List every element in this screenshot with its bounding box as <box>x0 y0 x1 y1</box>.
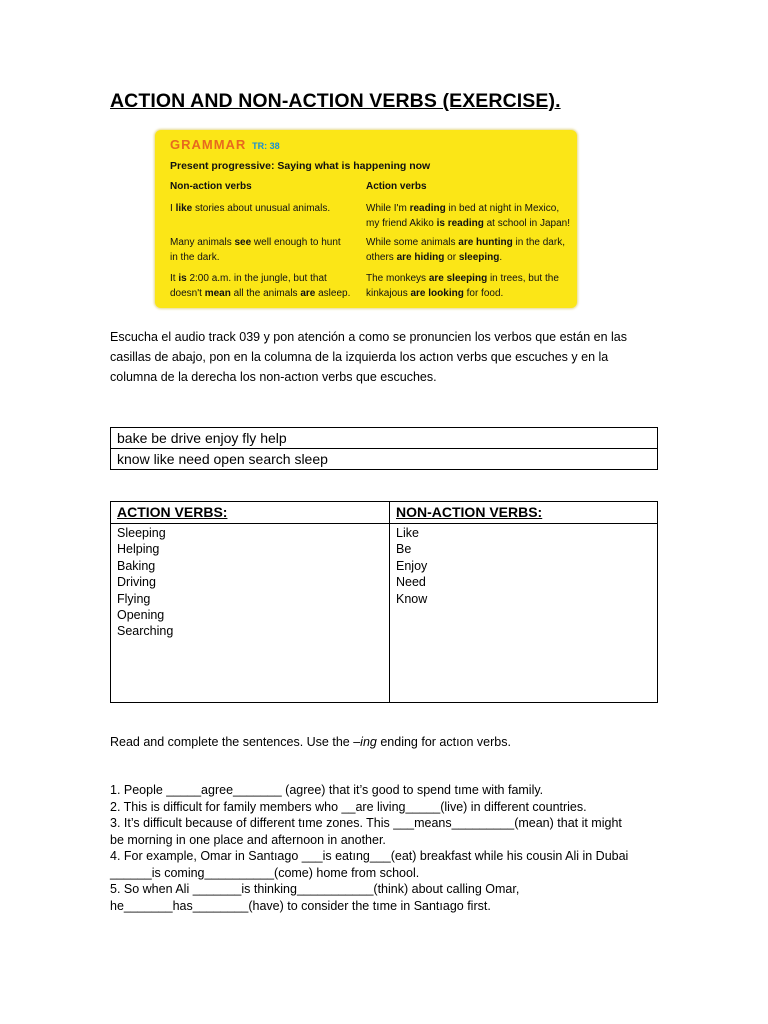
grammar-text: in the dark, <box>512 237 565 248</box>
verb-item: Opening <box>117 608 165 623</box>
grammar-example-line <box>170 286 350 302</box>
grammar-text: kinkajous <box>366 288 411 299</box>
grammar-text: for food. <box>463 288 504 299</box>
verb-item: Helping <box>117 542 160 557</box>
word-list-table <box>110 427 658 470</box>
grammar-example-line <box>366 250 502 266</box>
grammar-verb: reading <box>409 203 446 214</box>
grammar-text: at school in Japan! <box>483 218 571 229</box>
grammar-example-line <box>366 216 570 232</box>
sentence-line: 2. This is difficult for family members who __are living_____(live) in different countries. <box>110 799 587 814</box>
grammar-text: The monkeys <box>366 273 429 284</box>
grammar-text: all the animals <box>230 288 301 299</box>
non-action-verbs-list <box>390 524 658 703</box>
verb-item: Driving <box>117 575 156 590</box>
grammar-example-line <box>170 201 330 217</box>
grammar-verb: is reading <box>436 218 484 229</box>
verb-item: Baking <box>117 558 156 573</box>
grammar-text: Many animals <box>170 237 235 248</box>
grammar-text: While some animals <box>366 237 459 248</box>
grammar-verb: are hiding <box>396 252 445 263</box>
grammar-example-line <box>170 250 219 266</box>
grammar-verb: are looking <box>410 288 464 299</box>
instructions-english <box>110 735 511 749</box>
grammar-example-line <box>366 201 559 217</box>
sentences-list <box>110 782 670 914</box>
verb-item: Know <box>396 591 428 606</box>
grammar-verb: are sleeping <box>428 273 488 284</box>
grammar-example-line <box>366 286 503 302</box>
sentence-line: 4. For example, Omar in Santıago ___is eatıng___(eat) breakfast while his cousin Ali in Dubai <box>110 849 629 863</box>
grammar-text: While I'm <box>366 203 410 214</box>
grammar-text: in trees, but the <box>487 273 559 284</box>
track-number: TR: 38 <box>252 141 280 151</box>
action-verbs-header: ACTION VERBS: <box>111 502 390 524</box>
grammar-text: stories about unusual animals. <box>192 203 331 214</box>
grammar-text: others <box>366 252 397 263</box>
grammar-col-header-action: Action verbs <box>366 181 427 192</box>
grammar-text: 2:00 a.m. in the jungle, but that <box>186 273 327 284</box>
verb-item: Sleeping <box>117 526 166 540</box>
grammar-label: GRAMMAR <box>170 137 247 152</box>
grammar-heading <box>170 138 280 154</box>
sentence-line: 1. People _____agree_______ (agree) that it’s good to spend tıme with family. <box>110 783 544 797</box>
instruction-text-end: ending for actıon verbs. <box>376 735 511 749</box>
grammar-box <box>155 130 577 308</box>
sentence-line: be morning in one place and afternoon in another. <box>110 832 386 847</box>
grammar-verb: mean <box>204 288 231 299</box>
grammar-col-header-non-action: Non-action verbs <box>170 181 252 192</box>
sentence-line: 5. So when Ali _______is thinking___________(think) about calling Omar, <box>110 882 520 896</box>
grammar-text: well enough to hunt <box>251 237 341 248</box>
verb-item: Need <box>396 575 426 590</box>
instructions-spanish: Escucha el audio track 039 y pon atención a como se pronuncien los verbos que están en las casillas de abajo, pon en la columna de la izquierda los actıon verbs que escuches y en la columna de la derecha los non-actıon verbs que escuches. <box>110 330 627 384</box>
word-list-row: bake be drive enjoy fly help <box>111 428 658 449</box>
grammar-text: It <box>170 273 179 284</box>
grammar-text: I <box>170 203 176 214</box>
word-list-row: know like need open search sleep <box>111 449 658 470</box>
verb-item: Searching <box>117 624 174 639</box>
grammar-col-action <box>366 180 571 299</box>
sentence-line: he_______has________(have) to consider the tıme in Santıago first. <box>110 898 491 913</box>
grammar-example-line <box>170 235 341 251</box>
instruction-ing: –ing <box>353 735 377 749</box>
verb-item: Be <box>396 542 412 557</box>
sentence-line: ______is coming__________(come) home from school. <box>110 865 420 880</box>
verb-item: Flying <box>117 591 151 606</box>
grammar-subtitle: Present progressive: Saying what is happening now <box>170 160 431 172</box>
grammar-text: in bed at night in Mexico, <box>445 203 560 214</box>
sentence-line: 3. It’s difficult because of different tıme zones. This ___means_________(mean) that it might <box>110 816 622 830</box>
grammar-text: asleep. <box>315 288 351 299</box>
grammar-text: doesn't <box>170 288 205 299</box>
grammar-verb: sleeping <box>458 252 500 263</box>
action-verbs-list <box>111 524 390 703</box>
grammar-verb: are hunting <box>458 237 513 248</box>
instruction-text: Read and complete the sentences. Use the <box>110 735 354 749</box>
non-action-verbs-header: NON-ACTION VERBS: <box>390 502 658 524</box>
grammar-verb: are <box>300 288 316 299</box>
grammar-example-line <box>366 235 565 251</box>
grammar-verb: like <box>175 203 193 214</box>
verbs-table <box>110 501 658 703</box>
grammar-col-non-action <box>170 180 370 299</box>
grammar-text: in the dark. <box>170 252 220 263</box>
grammar-text: or <box>444 252 459 263</box>
grammar-example-line <box>366 271 559 287</box>
page-title: ACTION AND NON-ACTION VERBS (EXERCISE). <box>110 90 561 112</box>
verb-item: Enjoy <box>396 558 428 573</box>
grammar-verb: is <box>178 273 187 284</box>
grammar-verb: see <box>234 237 252 248</box>
grammar-text: . <box>499 252 503 263</box>
grammar-example-line <box>170 271 327 287</box>
verb-item: Like <box>396 526 419 540</box>
grammar-text: my friend Akiko <box>366 218 437 229</box>
